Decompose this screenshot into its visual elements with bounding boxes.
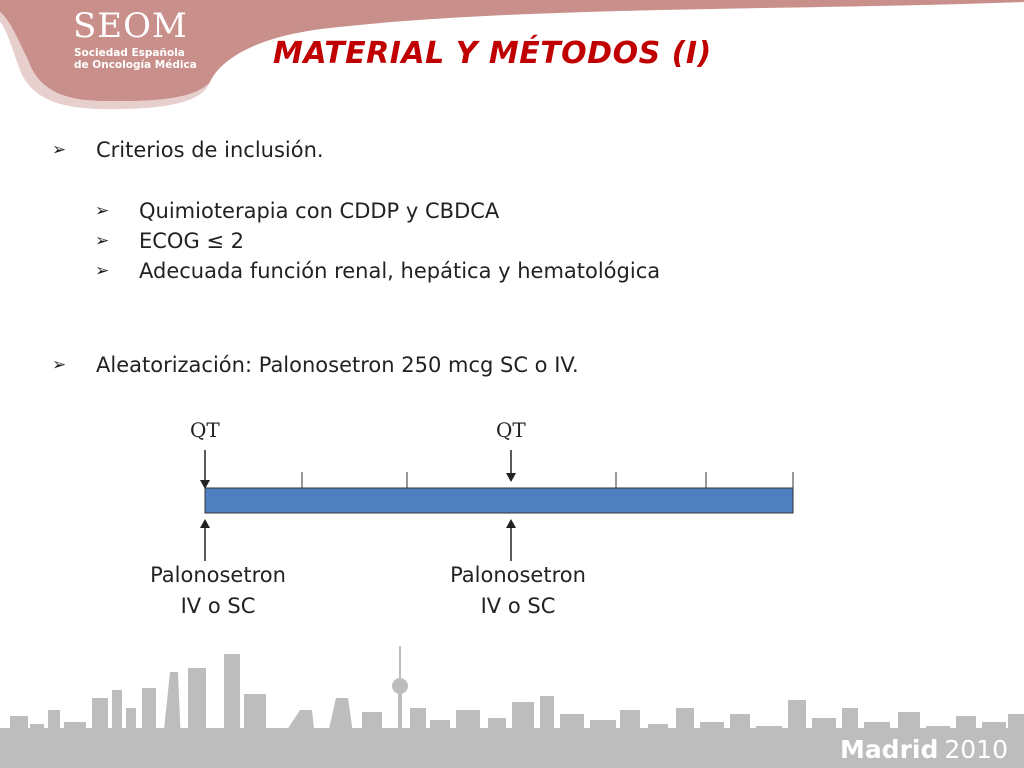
palonosetron-line2: IV o SC: [180, 594, 256, 618]
logo-main: SEOM: [73, 6, 188, 46]
bullet-text: Adecuada función renal, hepática y hematológica: [139, 259, 661, 283]
bullet-text: Quimioterapia con CDDP y CBDCA: [139, 199, 500, 223]
palonosetron-arrow-head: [506, 519, 516, 528]
palonosetron-line1: Palonosetron: [150, 563, 286, 587]
qt-label: QT: [496, 418, 526, 442]
logo-sub-line2: de Oncología Médica: [74, 59, 197, 71]
logo-sub-line1: Sociedad Española: [74, 47, 185, 59]
timeline-bar: [205, 488, 793, 513]
footer-city: Madrid: [839, 735, 939, 764]
qt-arrow-head: [506, 473, 516, 482]
palonosetron-arrow-head: [200, 519, 210, 528]
bullet-text: ECOG ≤ 2: [139, 229, 245, 253]
footer-brand: [840, 735, 1008, 764]
arrowhead-bullet-icon: ➢: [95, 261, 110, 281]
arrowhead-bullet-icon: ➢: [52, 140, 67, 160]
slide-title: MATERIAL Y MÉTODOS (I): [273, 36, 712, 71]
palonosetron-label: [418, 560, 618, 622]
palonosetron-line2: IV o SC: [480, 594, 556, 618]
palonosetron-label: [118, 560, 318, 622]
arrowhead-bullet-icon: ➢: [52, 355, 67, 375]
bullet-text: Criterios de inclusión.: [96, 138, 324, 162]
palonosetron-line1: Palonosetron: [450, 563, 586, 587]
arrowhead-bullet-icon: ➢: [95, 201, 110, 221]
qt-label: QT: [190, 418, 220, 442]
footer-year: 2010: [944, 735, 1008, 764]
bullet-text: Aleatorización: Palonosetron 250 mcg SC o IV.: [96, 353, 579, 377]
arrowhead-bullet-icon: ➢: [95, 231, 110, 251]
